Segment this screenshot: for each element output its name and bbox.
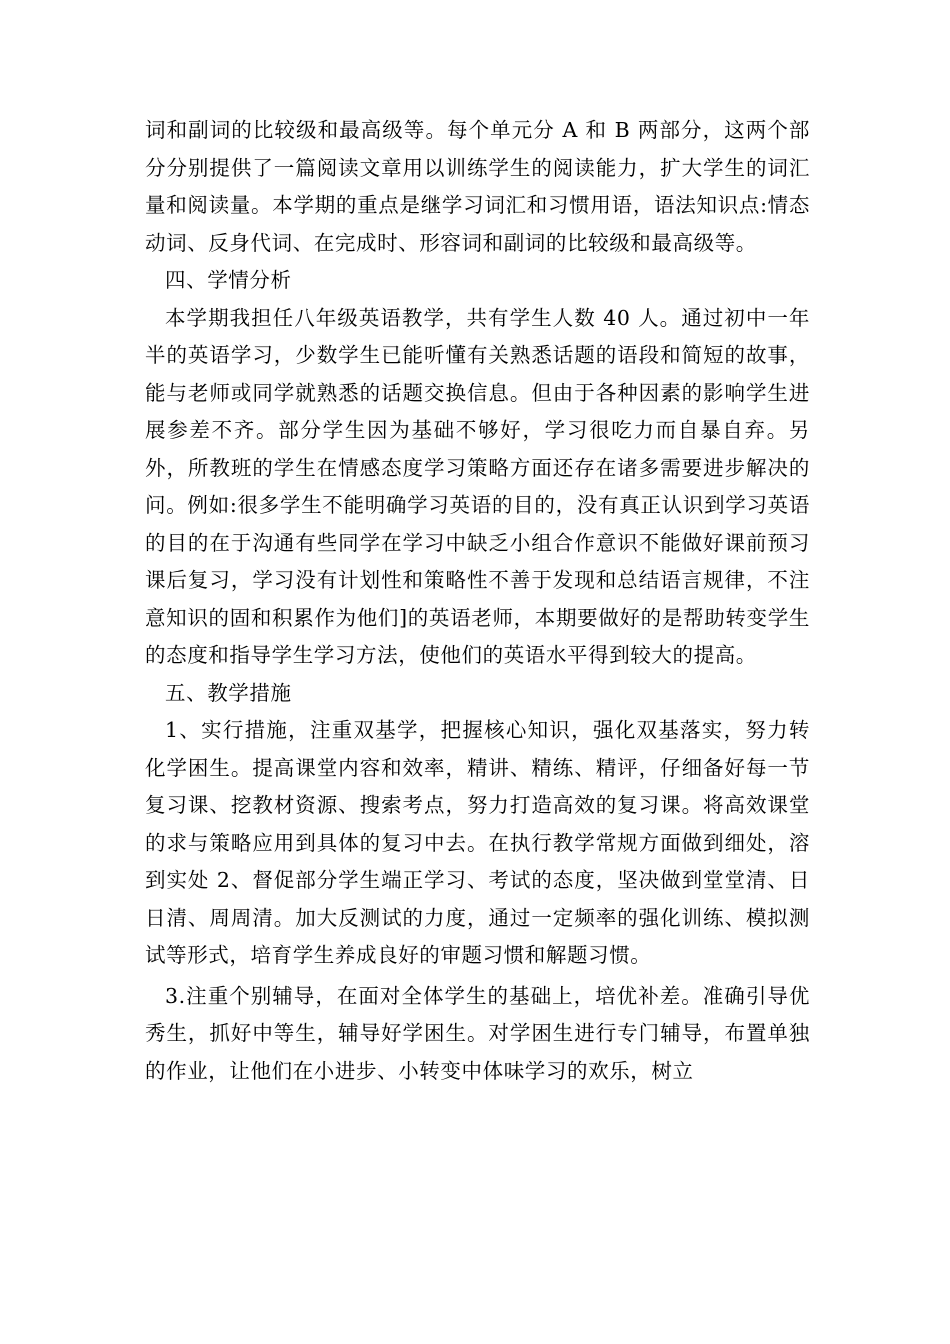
paragraph-measure-1-2: 1、实行措施，注重双基学，把握核心知识，强化双基落实，努力转化学困生。提高课堂内容和效率，精讲、精练、精评，仔细备好每一节复习课、挖教材资源、搜索考点，努力打造高效的复习课。将高效课堂的求与策略应用到具体的复习中去。在执行教学常规方面做到细处，溶到实处 2、督促部分学生端正学习、考试的态度，坚决做到堂堂清、日日清、周周清。加大反测试的力度，通过一定频率的强化训练、模拟测试等形式，培育学生养成良好的审题习惯和解题习惯。 [145,718,810,967]
section-heading-student-analysis: 四、学情分析 [165,268,292,292]
paragraph-student-analysis: 本学期我担任八年级英语教学，共有学生人数 40 人。通过初中一年半的英语学习，少数学生已能听懂有关熟悉话题的语段和简短的故事，能与老师或同学就熟悉的话题交换信息。但由于各种因素的影响学生进展参差不齐。部分学生因为基础不够好，学习很吃力而自暴自弃。另外，所教班的学生在情感态度学习策略方面还存在诸多需要进步解决的问。例如:很多学生不能明确学习英语的目的，没有真正认识到学习英语的目的在于沟通有些同学在学习中缺乏小组合作意识不能做好课前预习课后复习，学习没有计划性和策略性不善于发现和总结语言规律，不注意知识的固和积累作为他们]的英语老师，本期要做好的是帮助转变学生的态度和指导学生学习方法，使他们的英语水平得到较大的提高。 [145,305,810,667]
section-heading-teaching-measures: 五、教学措施 [165,680,292,705]
document-body [145,112,810,1090]
paragraph-measure-3: 3.注重个别辅导，在面对全体学生的基础上，培优补差。准确引导优秀生，抓好中等生，辅导好学困生。对学困生进行专门辅导，布置单独的作业，让他们在小进步、小转变中体味学习的欢乐，树立 [145,983,810,1083]
paragraph-intro: 词和副词的比较级和最高级等。每个单元分 A 和 B 两部分，这两个部分分别提供了一篇阅读文章用以训练学生的阅读能力，扩大学生的词汇量和阅读量。本学期的重点是继学习词汇和习惯用语，语法知识点:情态动词、反身代词、在完成时、形容词和副词的比较级和最高级等。 [145,118,810,255]
